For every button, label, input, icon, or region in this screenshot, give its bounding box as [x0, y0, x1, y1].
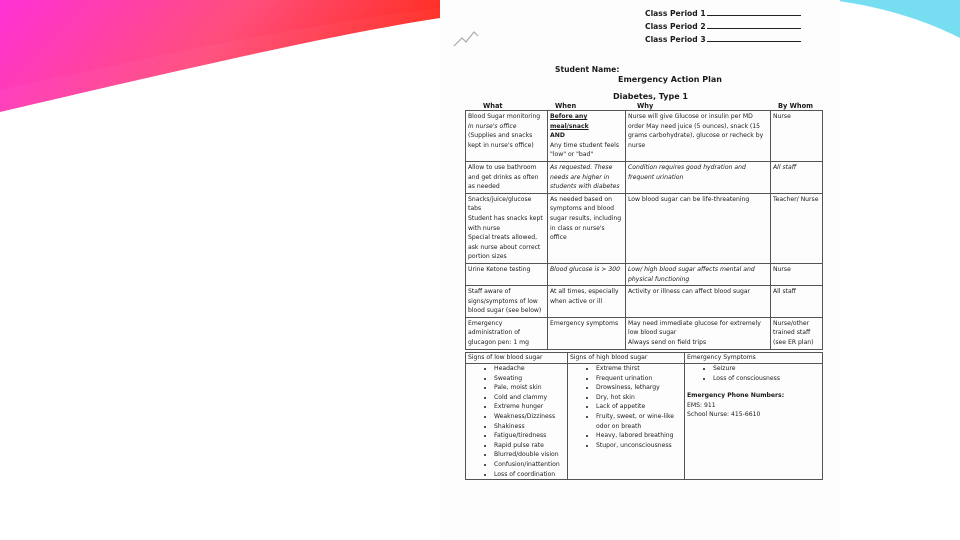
student-name-label: Student Name:: [555, 65, 620, 74]
table-row: [466, 317, 823, 349]
low-signs-list: [468, 364, 565, 479]
column-header-why: Why: [637, 102, 654, 110]
what-cell: Snacks/juice/glucose tabs Student has snacks kept with nurse Special treats allowed, ask nurse about correct portion sizes: [466, 193, 548, 263]
who-cell: Teacher/ Nurse: [771, 193, 823, 263]
emergency-plan-document: [440, 0, 840, 540]
slide-accent-left: [0, 0, 440, 115]
plan-subtitle: Diabetes, Type 1: [613, 92, 688, 101]
what-cell: Emergency administration of glucagon pen: 1 mg: [466, 317, 548, 349]
table-row: [466, 263, 823, 285]
what-cell: Allow to use bathroom and get drinks as often as needed: [466, 161, 548, 193]
table-row: [466, 193, 823, 263]
list-item: • Heavy, labored breathing: [596, 431, 682, 441]
who-cell: All staff: [771, 286, 823, 318]
list-item: • Weakness/Dizziness: [494, 412, 565, 422]
plan-title: Emergency Action Plan: [618, 75, 722, 84]
low-signs-cell: [466, 364, 568, 480]
list-item: • Sweating: [494, 374, 565, 384]
class-period-2: Class Period 2: [645, 22, 706, 31]
why-cell: Low blood sugar can be life-threatening: [626, 193, 771, 263]
list-item: • Frequent urination: [596, 374, 682, 384]
high-signs-list: [570, 364, 682, 450]
list-item: • Seizure: [713, 364, 820, 374]
who-cell: Nurse/other trained staff (see ER plan): [771, 317, 823, 349]
emergency-symptoms-list: [687, 364, 820, 383]
class-period-1: Class Period 1: [645, 9, 706, 18]
class-period-3: Class Period 3: [645, 35, 706, 44]
when-cell: As requested. These needs are higher in students with diabetes: [548, 161, 626, 193]
who-cell: Nurse: [771, 111, 823, 162]
when-cell: Before any meal/snack AND Any time student feels "low" or "bad": [548, 111, 626, 162]
when-cell: As needed based on symptoms and blood sugar results, including in class or nurse's office: [548, 193, 626, 263]
column-header-what: What: [483, 102, 503, 110]
list-item: • Extreme thirst: [596, 364, 682, 374]
low-signs-title: Signs of low blood sugar: [466, 353, 568, 364]
list-item: • Stupor, unconsciousness: [596, 441, 682, 451]
column-header-by-whom: By Whom: [778, 102, 813, 110]
signs-table: [465, 352, 823, 480]
list-item: • Fatigue/tiredness: [494, 431, 565, 441]
list-item: • Lack of appetite: [596, 402, 682, 412]
list-item: • Extreme hunger: [494, 402, 565, 412]
emergency-phone-title: Emergency Phone Numbers:: [687, 392, 785, 400]
table-row: [466, 286, 823, 318]
list-item: • Rapid pulse rate: [494, 441, 565, 451]
school-nurse-phone: School Nurse: 415-6610: [687, 411, 761, 419]
table-row: [466, 161, 823, 193]
list-item: • Loss of coordination: [494, 470, 565, 480]
signs-header-row: [466, 353, 823, 364]
list-item: • Pale, moist skin: [494, 383, 565, 393]
why-cell: Nurse will give Glucose or insulin per MD order May need juice (5 ounces), snack (15 grams carbohydrate), glucose or recheck by nurse: [626, 111, 771, 162]
why-cell: May need immediate glucose for extremely low blood sugar Always send on field trips: [626, 317, 771, 349]
list-item: • Dry, hot skin: [596, 393, 682, 403]
who-cell: Nurse: [771, 263, 823, 285]
list-item: • Loss of consciousness: [713, 374, 820, 384]
slide-accent-right: [830, 0, 960, 40]
list-item: • Headache: [494, 364, 565, 374]
page-smudge: [452, 28, 482, 50]
when-cell: Emergency symptoms: [548, 317, 626, 349]
when-cell: Blood glucose is > 300: [548, 263, 626, 285]
action-plan-table: [465, 110, 823, 350]
why-cell: Activity or illness can affect blood sugar: [626, 286, 771, 318]
what-cell: Staff aware of signs/symptoms of low blood sugar (see below): [466, 286, 548, 318]
list-item: • Confusion/inattention: [494, 460, 565, 470]
why-cell: Low/ high blood sugar affects mental and physical functioning: [626, 263, 771, 285]
list-item: • Drowsiness, lethargy: [596, 383, 682, 393]
who-cell: All staff: [771, 161, 823, 193]
emergency-symptoms-title: Emergency Symptoms: [685, 353, 823, 364]
emergency-cell: [685, 364, 823, 480]
high-signs-title: Signs of high blood sugar: [568, 353, 685, 364]
list-item: • Blurred/double vision: [494, 450, 565, 460]
class-periods: [645, 7, 801, 46]
why-cell: Condition requires good hydration and frequent urination: [626, 161, 771, 193]
list-item: • Cold and clammy: [494, 393, 565, 403]
when-cell: At all times, especially when active or ill: [548, 286, 626, 318]
high-signs-cell: [568, 364, 685, 480]
ems-phone: EMS: 911: [687, 401, 716, 409]
column-header-when: When: [555, 102, 577, 110]
list-item: • Shakiness: [494, 422, 565, 432]
what-cell: Urine Ketone testing: [466, 263, 548, 285]
table-row: [466, 111, 823, 162]
list-item: • Fruity, sweet, or wine-like odor on breath: [596, 412, 682, 431]
signs-body-row: [466, 364, 823, 480]
what-cell: Blood Sugar monitoring In nurse's office (Supplies and snacks kept in nurse's office): [466, 111, 548, 162]
